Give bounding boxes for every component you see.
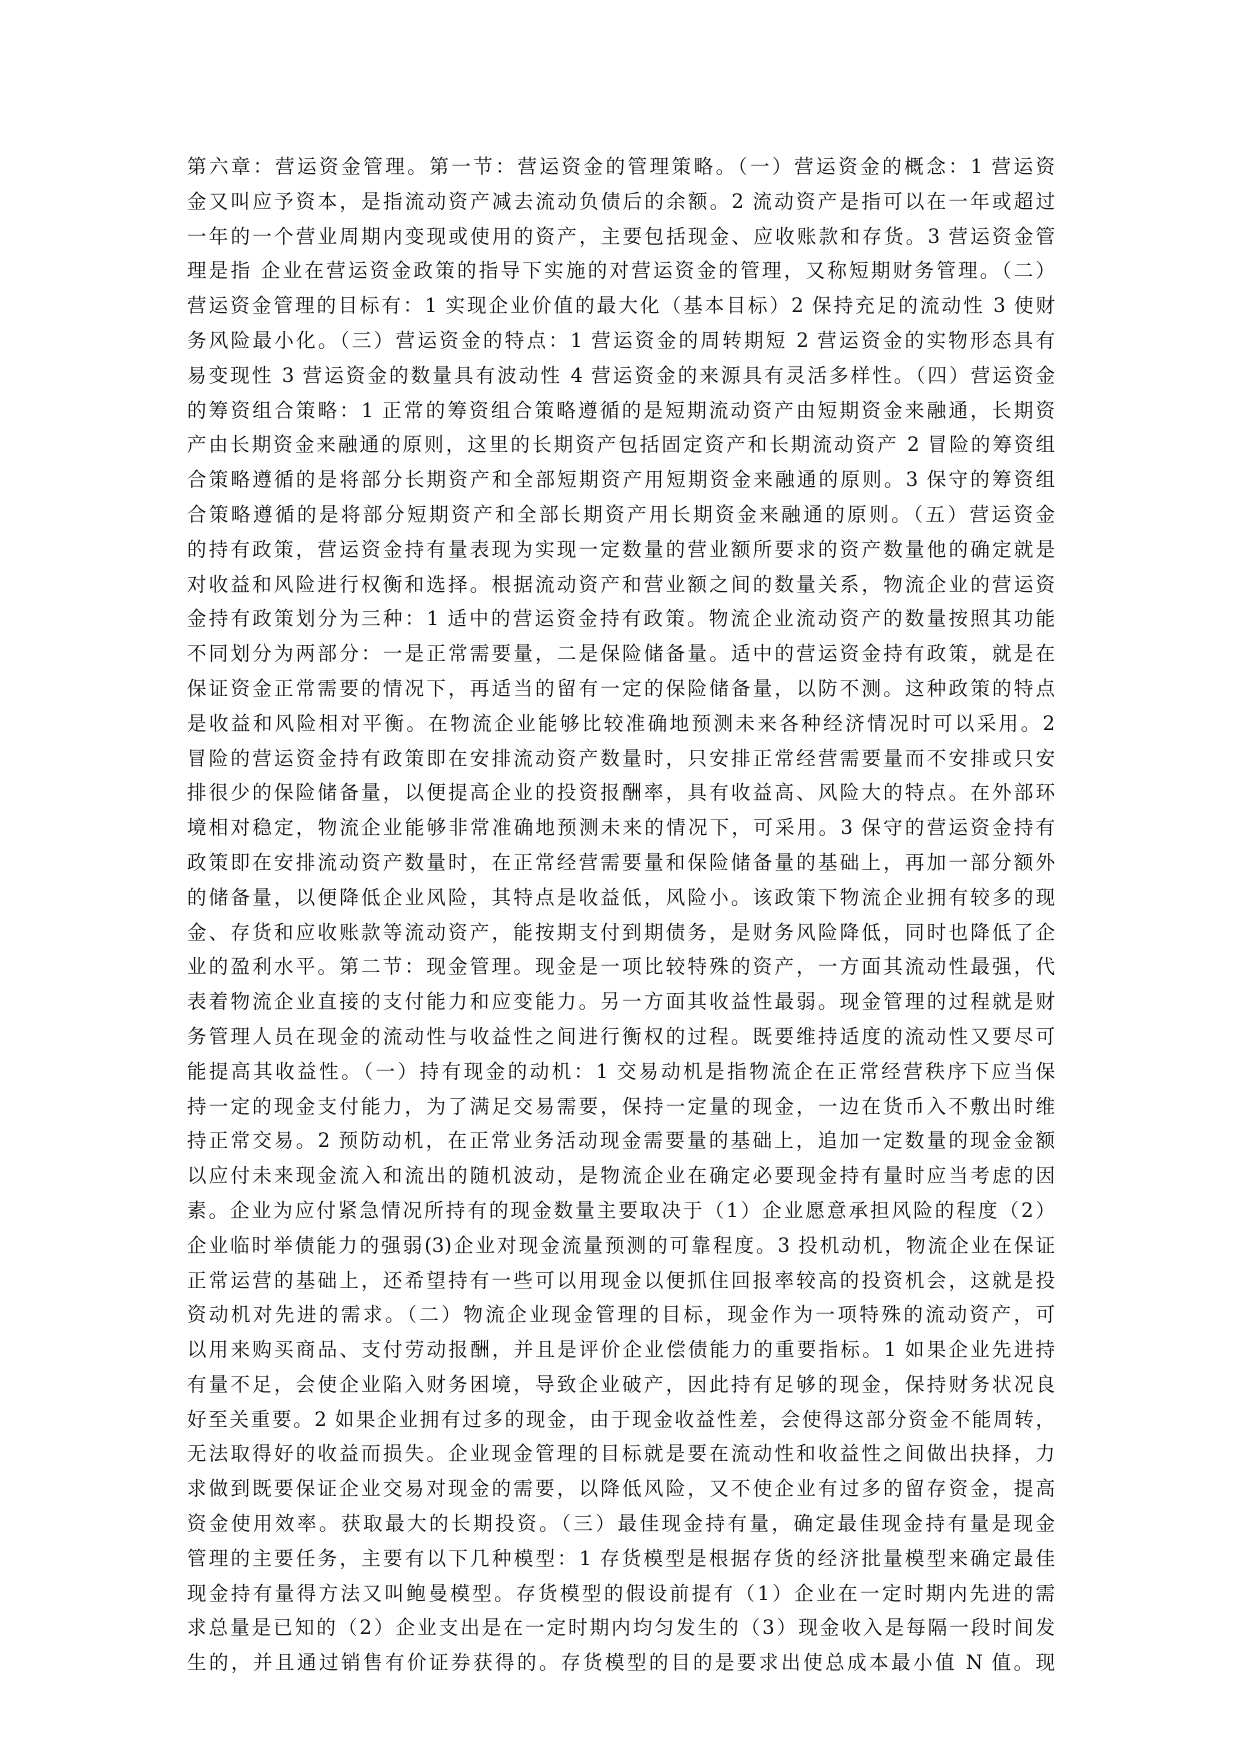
text-line: 一年的一个营业周期内变现或使用的资产，主要包括现金、应收账款和存货。3 营运资金管 [187, 224, 1055, 248]
text-line: 正常运营的基础上，还希望持有一些可以用现金以便抓住回报率较高的投资机会，这就是投 [187, 1268, 1055, 1292]
text-line: 第六章：营运资金管理。第一节：营运资金的管理策略。（一）营运资金的概念：1 营运资 [187, 155, 1055, 178]
text-line: 金又叫应予资本，是指流动资产减去流动负债后的余额。2 流动资产是指可以在一年或超过 [187, 189, 1055, 213]
text-line: 务管理人员在现金的流动性与收益性之间进行衡权的过程。既要维持适度的流动性又要尽可 [187, 1024, 1055, 1048]
text-line: 境相对稳定，物流企业能够非常准确地预测未来的情况下，可采用。3 保守的营运资金持有 [187, 816, 1055, 840]
text-line: 的持有政策，营运资金持有量表现为实现一定数量的营业额所要求的资产数量他的确定就是 [187, 537, 1055, 561]
text-line: 产由长期资金来融通的原则，这里的长期资产包括固定资产和长期流动资产 2 冒险的筹资组 [187, 433, 1055, 457]
text-line: 的筹资组合策略：1 正常的筹资组合策略遵循的是短期流动资产由短期资金来融通，长期资 [187, 398, 1055, 422]
text-line: 政策即在安排流动资产数量时，在正常经营需要量和保险储备量的基础上，再加一部分额外 [187, 850, 1055, 874]
text-line: 好至关重要。2 如果企业拥有过多的现金，由于现金收益性差，会使得这部分资金不能周转， [187, 1407, 1055, 1431]
text-line: 管理的主要任务，主要有以下几种模型：1 存货模型是根据存货的经济批量模型来确定最佳 [187, 1546, 1055, 1570]
text-line: 表着物流企业直接的支付能力和应变能力。另一方面其收益性最弱。现金管理的过程就是财 [187, 990, 1055, 1014]
text-line: 金持有政策划分为三种：1 适中的营运资金持有政策。物流企业流动资产的数量按照其功能 [187, 607, 1055, 631]
text-line: 业的盈利水平。第二节：现金管理。现金是一项比较特殊的资产，一方面其流动性最强，代 [187, 955, 1055, 979]
text-line: 金、存货和应收账款等流动资产，能按期支付到期债务，是财务风险降低，同时也降低了企 [187, 920, 1055, 944]
text-line: 以用来购买商品、支付劳动报酬，并且是评价企业偿债能力的重要指标。1 如果企业先进持 [187, 1338, 1055, 1362]
text-line: 易变现性 3 营运资金的数量具有波动性 4 营运资金的来源具有灵活多样性。（四）营运资金 [187, 363, 1055, 387]
text-line: 理是指 企业在营运资金政策的指导下实施的对营运资金的管理，又称短期财务管理。（二） [187, 259, 1055, 283]
text-line: 求做到既要保证企业交易对现金的需要，以降低风险，又不使企业有过多的留存资金，提高 [187, 1477, 1055, 1501]
text-line: 生的，并且通过销售有价证券获得的。存货模型的目的是要求出使总成本最小值 N 值。现 [187, 1651, 1055, 1675]
chapter-text-block [187, 150, 1055, 1681]
text-line: 务风险最小化。（三）营运资金的特点：1 营运资金的周转期短 2 营运资金的实物形态具有 [187, 328, 1055, 352]
text-line: 对收益和风险进行权衡和选择。根据流动资产和营业额之间的数量关系，物流企业的营运资 [187, 572, 1055, 596]
text-line: 持一定的现金支付能力，为了满足交易需要，保持一定量的现金，一边在货币入不敷出时维 [187, 1094, 1055, 1118]
text-line: 资金使用效率。获取最大的长期投资。（三）最佳现金持有量，确定最佳现金持有量是现金 [187, 1512, 1055, 1536]
text-line: 资动机对先进的需求。（二）物流企业现金管理的目标，现金作为一项特殊的流动资产，可 [187, 1303, 1055, 1327]
text-line: 不同划分为两部分：一是正常需要量，二是保险储备量。适中的营运资金持有政策，就是在 [187, 642, 1055, 666]
text-line: 素。企业为应付紧急情况所持有的现金数量主要取决于（1）企业愿意承担风险的程度（2） [187, 1198, 1055, 1222]
text-line: 排很少的保险储备量，以便提高企业的投资报酬率，具有收益高、风险大的特点。在外部环 [187, 781, 1055, 805]
text-line: 以应付未来现金流入和流出的随机波动，是物流企业在确定必要现金持有量时应当考虑的因 [187, 1164, 1055, 1188]
text-line: 有量不足，会使企业陷入财务困境，导致企业破产，因此持有足够的现金，保持财务状况良 [187, 1372, 1055, 1396]
text-line: 持正常交易。2 预防动机，在正常业务活动现金需要量的基础上，追加一定数量的现金金额 [187, 1129, 1055, 1153]
text-line: 能提高其收益性。（一）持有现金的动机：1 交易动机是指物流企在正常经营秩序下应当保 [187, 1059, 1055, 1083]
text-line: 现金持有量得方法又叫鲍曼模型。存货模型的假设前提有（1）企业在一定时期内先进的需 [187, 1581, 1055, 1605]
text-line: 的储备量，以便降低企业风险，其特点是收益低，风险小。该政策下物流企业拥有较多的现 [187, 885, 1055, 909]
text-line: 企业临时举债能力的强弱(3)企业对现金流量预测的可靠程度。3 投机动机，物流企业在保证 [187, 1233, 1055, 1257]
text-line: 保证资金正常需要的情况下，再适当的留有一定的保险储备量，以防不测。这种政策的特点 [187, 676, 1055, 700]
text-line: 无法取得好的收益而损失。企业现金管理的目标就是要在流动性和收益性之间做出抉择，力 [187, 1442, 1055, 1466]
text-line: 是收益和风险相对平衡。在物流企业能够比较准确地预测未来各种经济情况时可以采用。2 [187, 711, 1055, 735]
text-line: 营运资金管理的目标有：1 实现企业价值的最大化（基本目标）2 保持充足的流动性 3 使财 [187, 294, 1055, 318]
text-line: 合策略遵循的是将部分长期资产和全部短期资产用短期资金来融通的原则。3 保守的筹资组 [187, 468, 1055, 492]
text-line: 合策略遵循的是将部分短期资产和全部长期资产用长期资金来融通的原则。（五）营运资金 [187, 502, 1055, 526]
text-line: 冒险的营运资金持有政策即在安排流动资产数量时，只安排正常经营需要量而不安排或只安 [187, 746, 1055, 770]
text-line: 求总量是已知的（2）企业支出是在一定时期内均匀发生的（3）现金收入是每隔一段时间发 [187, 1616, 1055, 1640]
